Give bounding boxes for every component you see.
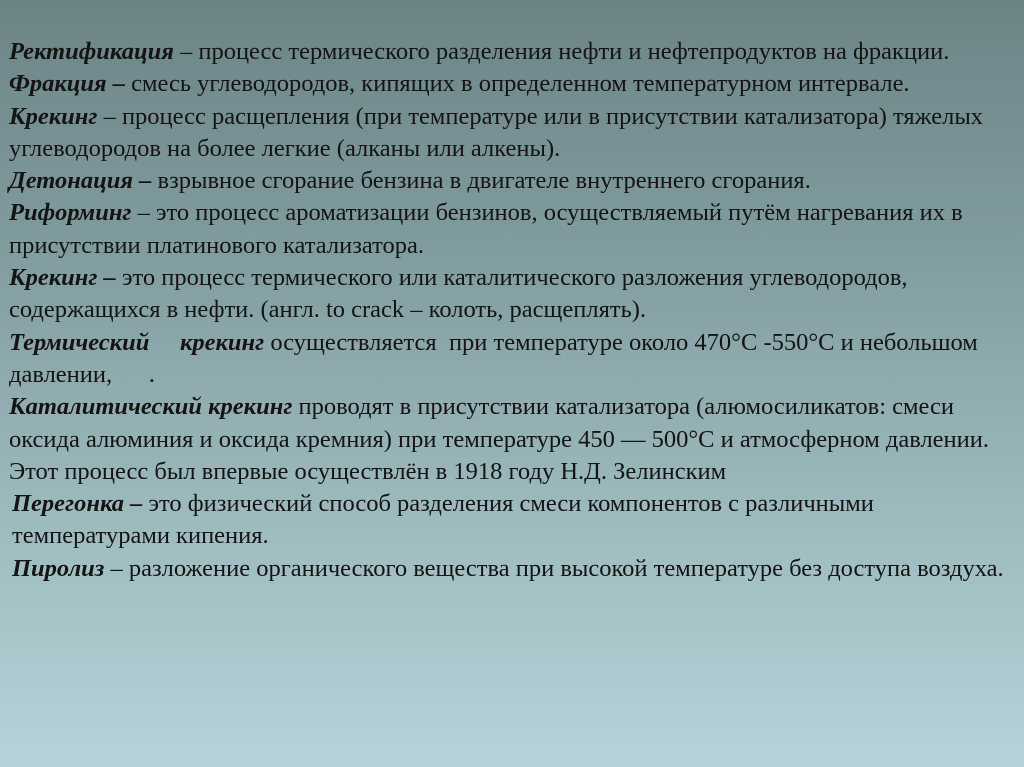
dash: – — [97, 102, 116, 130]
entry-piroliz — [9, 553, 1014, 585]
slide-body — [9, 36, 1014, 585]
entry-kreking-2 — [9, 262, 1014, 327]
definition: это физический способ разделения смеси компонентов с различными температурами кипения. — [12, 490, 874, 550]
definition: проводят в присутствии катализатора (алюмосиликатов: смеси оксида алюминия и оксида кремния) при температуре 450 — 500°C и атмосферном давлении. Этот процесс был впервые осуществлён в 1918 году Н.Д. Зелинским — [9, 393, 989, 485]
definition: разложение органического вещества при высокой температуре без доступа воздуха. — [122, 554, 1004, 582]
dash: – — [131, 199, 150, 227]
term: Каталитический крекинг — [9, 393, 293, 421]
term: Крекинг — [9, 102, 98, 130]
definition: это процесс термического или каталитического разложения углеводородов, содержащихся в нефти. (англ. to crack – колоть, расщеплять). — [9, 264, 908, 324]
term: Крекинг – — [9, 264, 116, 292]
definition: взрывное сгорание бензина в двигателе внутреннего сгорания. — [151, 167, 811, 195]
definition: процесс расщепления (при температуре или в присутствии катализатора) тяжелых углеводородов на более легкие (алканы или алкены). — [9, 102, 984, 162]
term: Термический крекинг — [9, 328, 265, 356]
entry-termicheskiy-kreking — [9, 327, 1014, 392]
dash: – — [173, 38, 193, 65]
term: Перегонка – — [12, 490, 143, 518]
term: Ректификация — [9, 38, 174, 65]
entry-peregonka — [9, 488, 1014, 553]
definition: это процесс ароматизации бензинов, осуществляемый путём нагревания их в присутствии платинового катализатора. — [9, 199, 963, 259]
dash: – — [104, 554, 123, 582]
entry-riforming — [9, 197, 1014, 262]
entry-detonatsiya — [9, 165, 1014, 197]
term: Детонация – — [9, 167, 152, 195]
term: Риформинг — [9, 199, 132, 227]
entry-fraktsiya — [9, 68, 1014, 100]
entry-kataliticheskiy-kreking — [9, 391, 1014, 488]
term: Пиролиз — [12, 554, 105, 582]
entry-rektifikatsiya — [9, 36, 1014, 68]
term: Фракция – — [9, 70, 125, 98]
definition: процесс термического разделения нефти и нефтепродуктов на фракции. — [192, 38, 950, 65]
definition: осуществляется при температуре около 470°C -550°C и небольшом давлении, . — [9, 328, 984, 388]
definition: смесь углеводородов, кипящих в определенном температурном интервале. — [125, 70, 910, 98]
entry-kreking — [9, 101, 1014, 166]
